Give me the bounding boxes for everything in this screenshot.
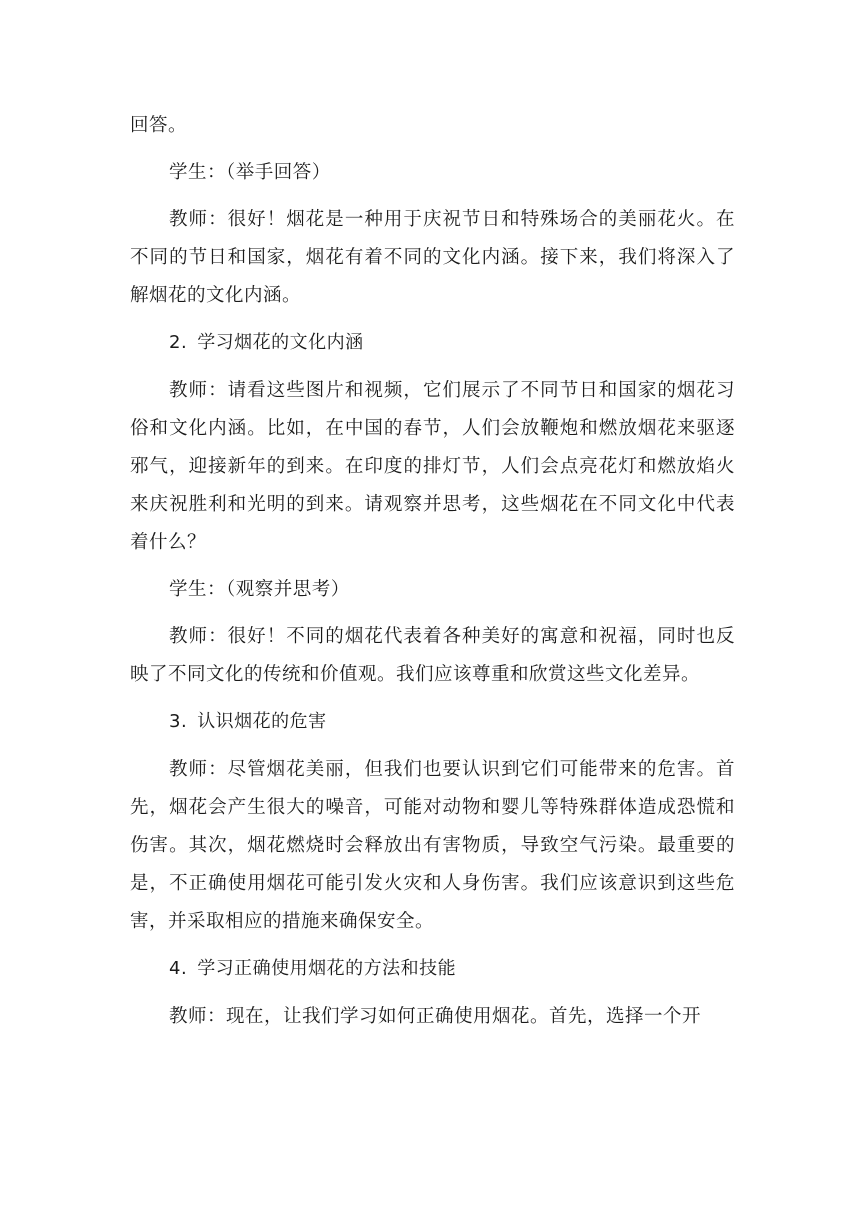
section-heading	[130, 324, 735, 362]
section-heading	[130, 703, 735, 741]
paragraph: 教师：现在，让我们学习如何正确使用烟花。首先，选择一个开	[169, 1006, 702, 1027]
document-body	[130, 107, 735, 1045]
paragraph: 教师：尽管烟花美丽，但我们也要认识到它们可能带来的危害。首先，烟花会产生很大的噪音，可能对动物和婴儿等特殊群体造成恐慌和伤害。其次，烟花燃烧时会释放出有害物质，导致空气污染。最重要的是，不正确使用烟花可能引发火灾和人身伤害。我们应该意识到这些危害，并采取相应的措施来确保安全。	[130, 759, 735, 932]
paragraph: 回答。	[130, 115, 188, 136]
paragraph: 教师：请看这些图片和视频，它们展示了不同节日和国家的烟花习俗和文化内涵。比如，在中国的春节，人们会放鞭炮和燃放烟花来驱逐邪气，迎接新年的到来。在印度的排灯节，人们会点亮花灯和燃放焰火来庆祝胜利和光明的到来。请观察并思考，这些烟花在不同文化中代表着什么？	[130, 380, 735, 553]
paragraph: 教师：很好！烟花是一种用于庆祝节日和特殊场合的美丽花火。在不同的节日和国家，烟花有着不同的文化内涵。接下来，我们将深入了解烟花的文化内涵。	[130, 209, 735, 306]
section-number: 2.	[169, 332, 188, 353]
paragraph: 学生：（观察并思考）	[169, 579, 350, 600]
section-number: 3.	[169, 711, 188, 732]
section-heading	[130, 950, 735, 988]
section-number: 4.	[169, 958, 188, 979]
section-title: 学习烟花的文化内涵	[197, 332, 364, 353]
section-title: 认识烟花的危害	[197, 711, 327, 732]
section-title: 学习正确使用烟花的方法和技能	[197, 958, 457, 979]
paragraph: 教师：很好！不同的烟花代表着各种美好的寓意和祝福，同时也反映了不同文化的传统和价值观。我们应该尊重和欣赏这些文化差异。	[130, 626, 735, 685]
paragraph: 学生：（举手回答）	[169, 162, 331, 183]
